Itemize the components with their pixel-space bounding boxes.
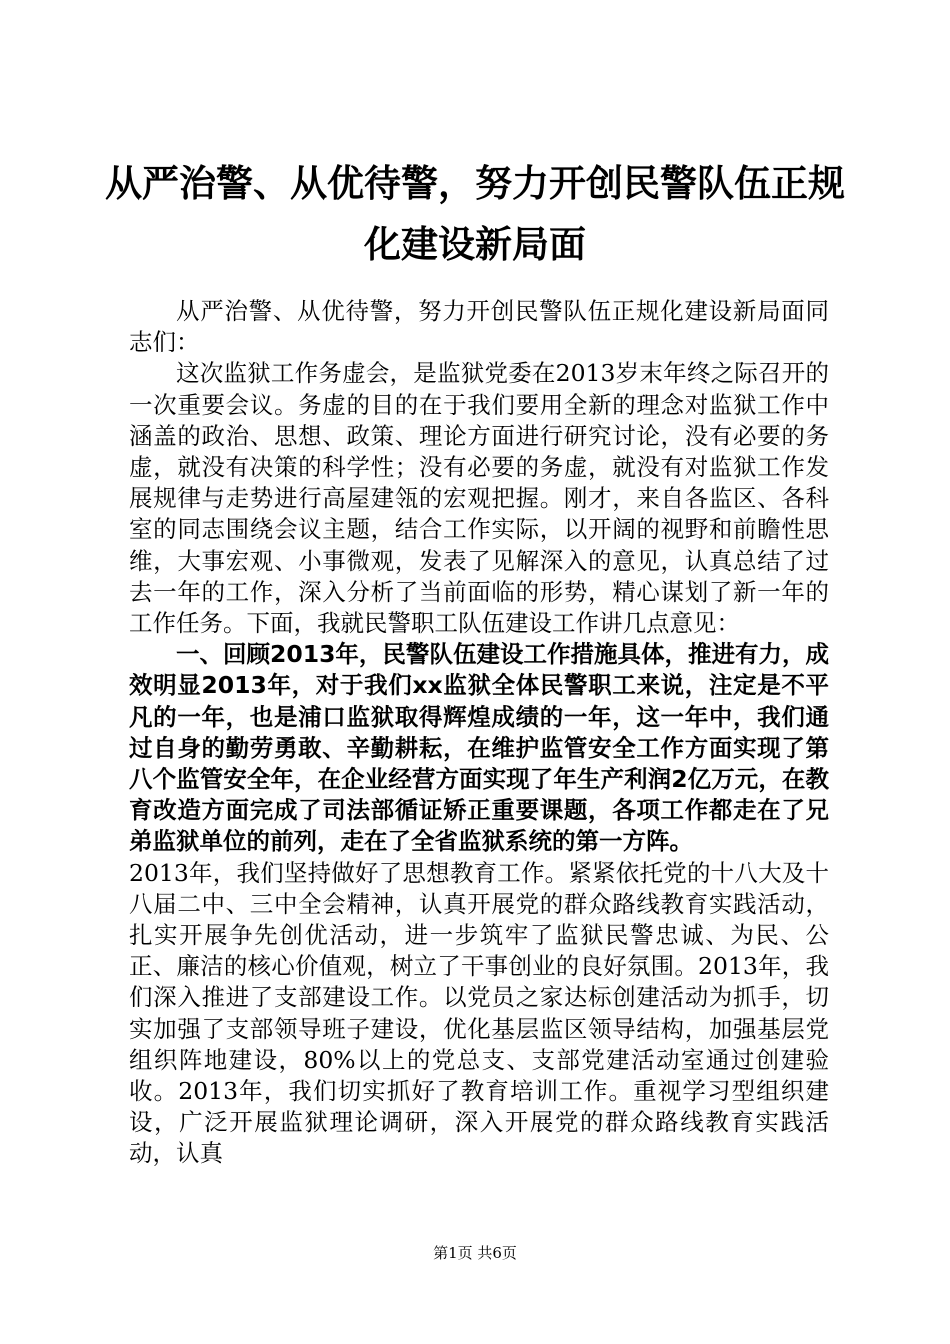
document-title-line-1: 从严治警、从优待警，努力开创民警队伍正规	[105, 161, 845, 205]
paragraph-intro: 这次监狱工作务虚会，是监狱党委在2013岁末年终之际召开的一次重要会议。务虚的目的在于我们要用全新的理念对监狱工作中涵盖的政治、思想、政策、理论方面进行研究讨论，没有必要的务虚，就没有决策的科学性；没有必要的务虚，就没有对监狱工作发展规律与走势进行高屋建瓴的宏观把握。刚才，来自各监区、各科室的同志围绕会议主题，结合工作实际，以开阔的视野和前瞻性思维，大事宏观、小事微观，发表了见解深入的意见，认真总结了过去一年的工作，深入分析了当前面临的形势，精心谋划了新一年的工作任务。下面，我就民警职工队伍建设工作讲几点意见：	[129, 359, 829, 638]
page-footer: 第1页 共6页	[433, 1244, 517, 1262]
document-body	[129, 296, 829, 1170]
document-title-line-2: 化建设新局面	[364, 222, 586, 266]
section-heading-review-2013: 一、回顾2013年，民警队伍建设工作措施具体，推进有力，成效明显2013年，对于我们xx监狱全体民警职工来说，注定是不平凡的一年，也是浦口监狱取得辉煌成绩的一年，这一年中，我们通过自身的勤劳勇敢、辛勤耕耘，在维护监管安全工作方面实现了第八个监管安全年，在企业经营方面实现了年生产利润2亿万元，在教育改造方面完成了司法部循证矫正重要课题，各项工作都走在了兄弟监狱单位的前列，走在了全省监狱系统的第一方阵。	[129, 640, 829, 856]
paragraph-salutation: 从严治警、从优待警，努力开创民警队伍正规化建设新局面同志们：	[129, 297, 829, 357]
paragraph-section-continued: 2013年，我们坚持做好了思想教育工作。紧紧依托党的十八大及十八届二中、三中全会精神，认真开展党的群众路线教育实践活动，扎实开展争先创优活动，进一步筑牢了监狱民警忠诚、为民、公正、廉洁的核心价值观，树立了干事创业的良好氛围。2013年，我们深入推进了支部建设工作。以党员之家达标创建活动为抓手，切实加强了支部领导班子建设，优化基层监区领导结构，加强基层党组织阵地建设，80%以上的党总支、支部党建活动室通过创建验收。2013年，我们切实抓好了教育培训工作。重视学习型组织建设，广泛开展监狱理论调研，深入开展党的群众路线教育实践活动，认真	[129, 858, 829, 1168]
